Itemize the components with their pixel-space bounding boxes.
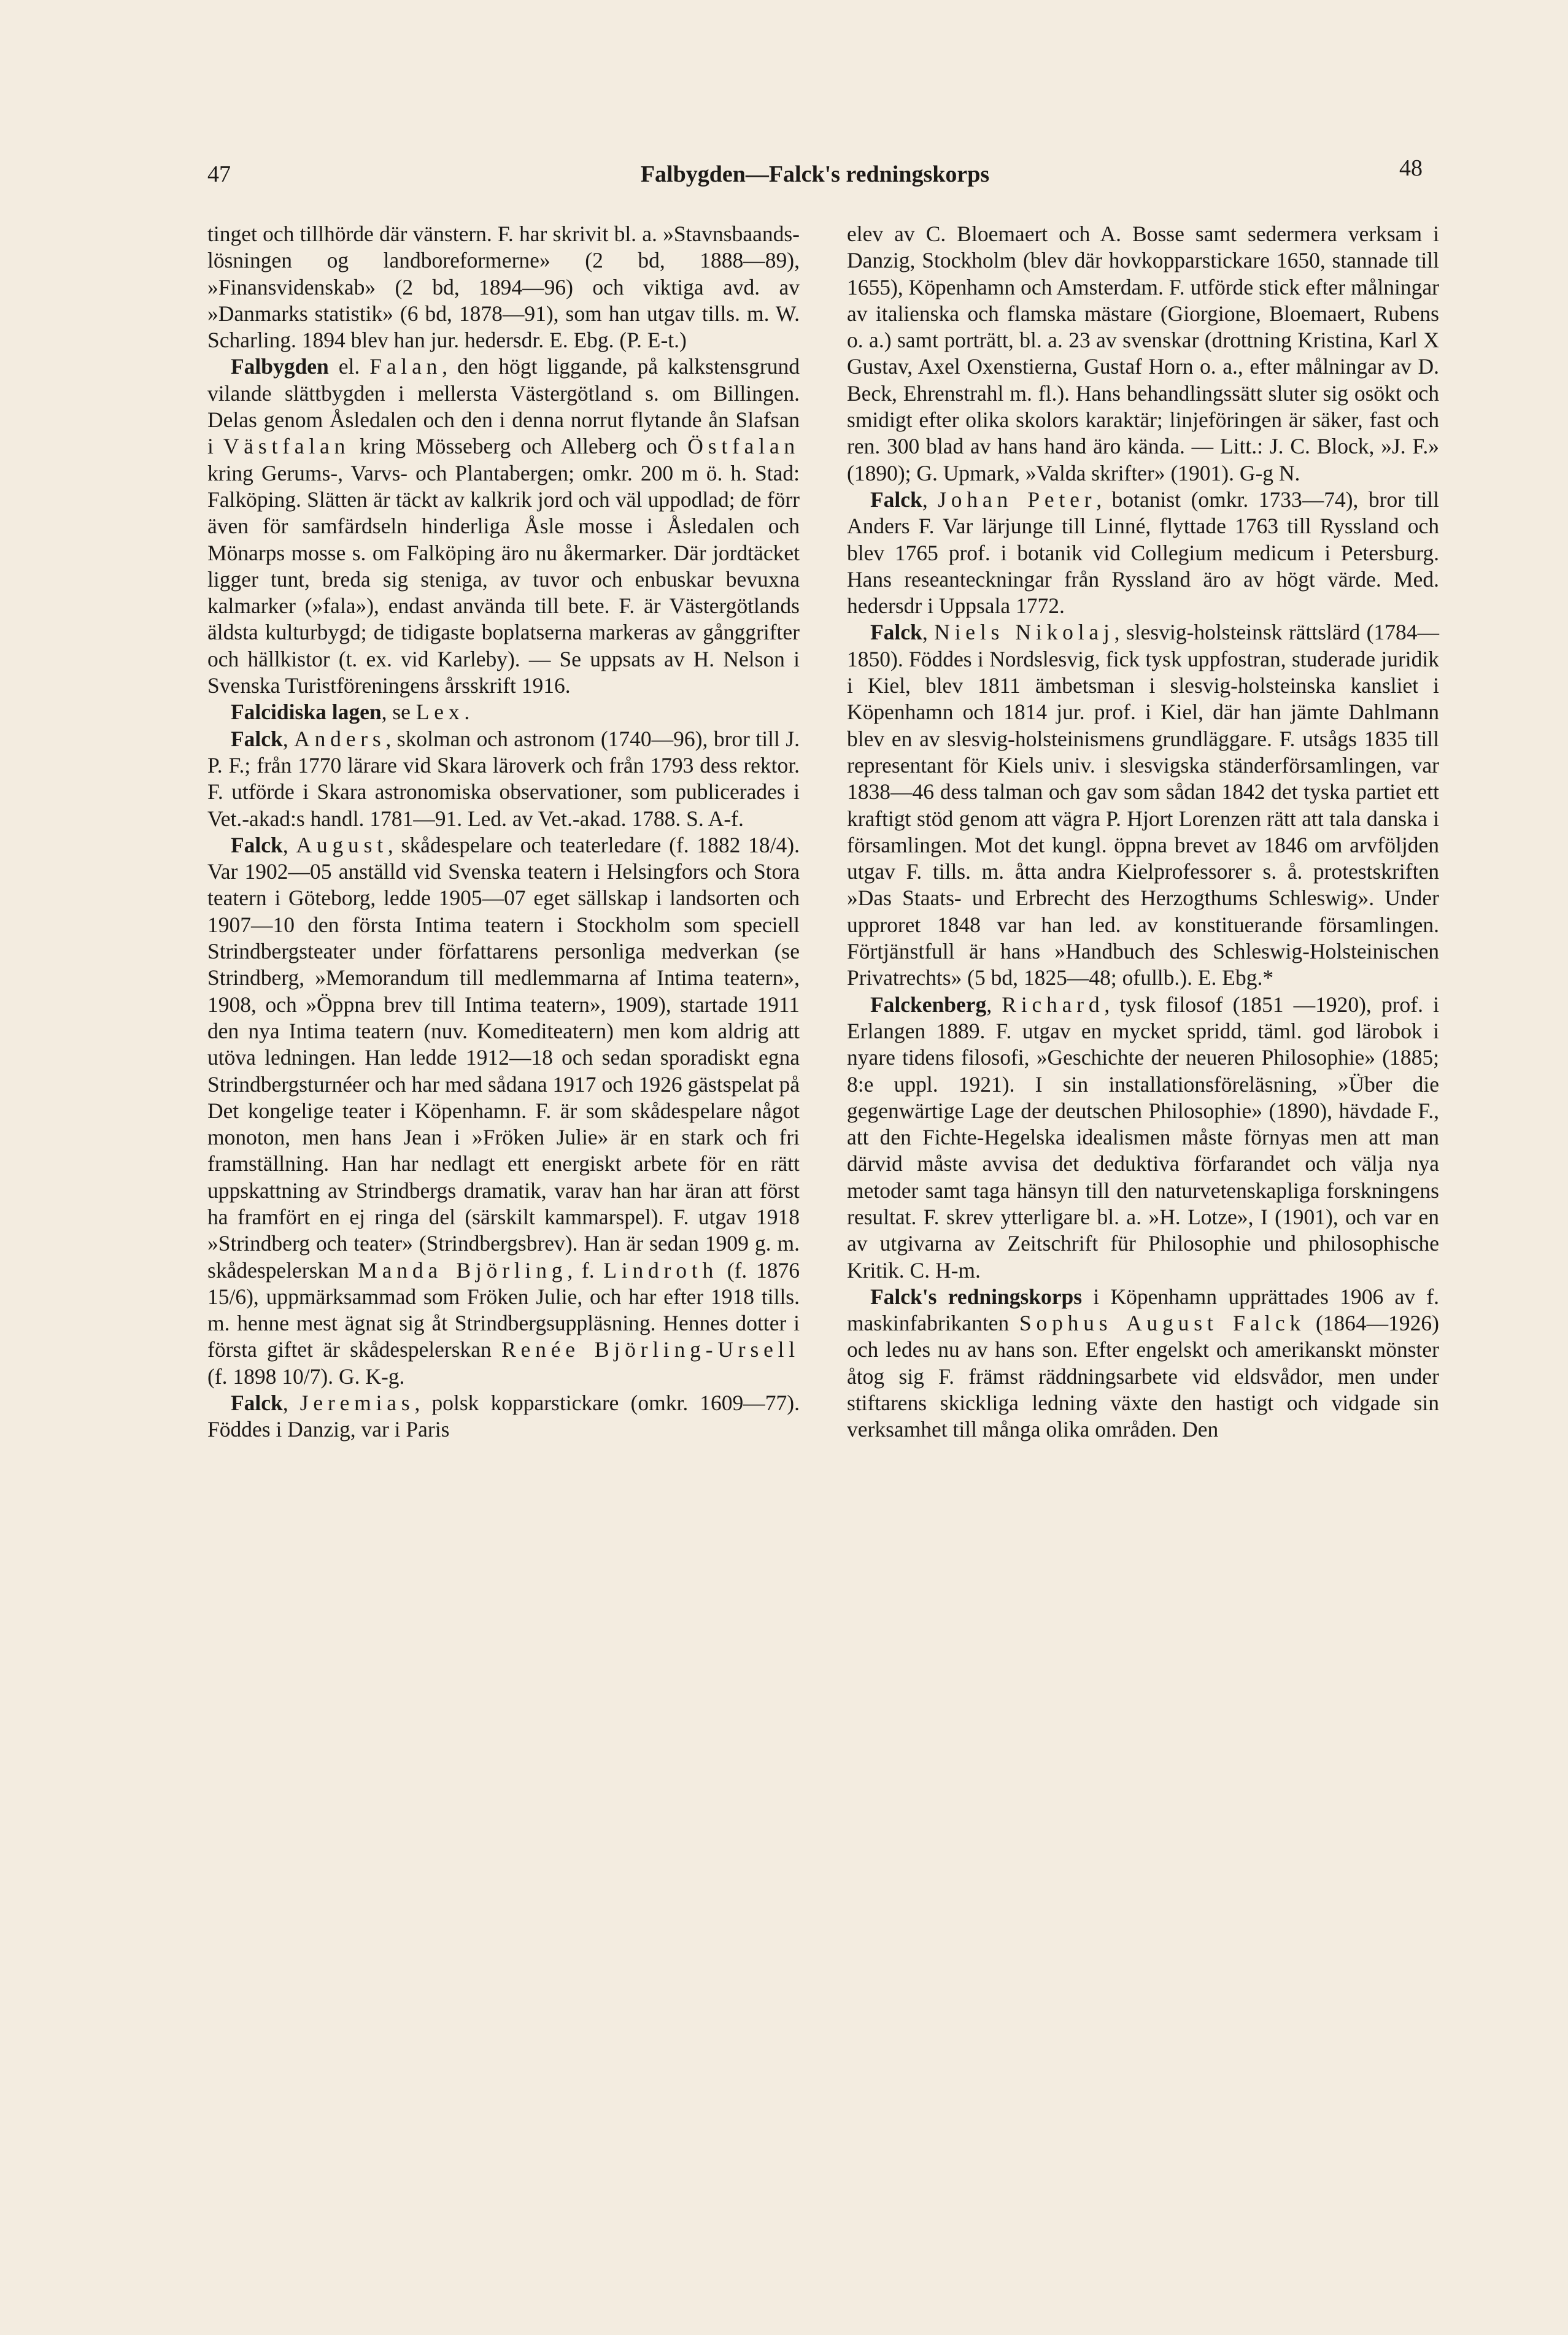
spaced-name: August	[296, 832, 388, 857]
entry-falckenberg-richard	[847, 992, 1439, 1284]
left-column	[207, 221, 800, 1443]
entry-falck-august	[207, 832, 800, 1390]
entry-falck-anders	[207, 726, 800, 832]
cross-reference: Lex	[415, 700, 465, 725]
headword: Falck	[231, 1391, 283, 1416]
spaced-name: Jeremias	[299, 1391, 415, 1416]
entry-text: (f. 1898 10/7). G. K-g.	[207, 1364, 405, 1389]
entry-text: ,	[986, 992, 1002, 1017]
spaced-name: Johan Peter	[938, 487, 1097, 512]
entry-text: (f. 1876 15/6), uppmärksammad som Fröken Julie, och har efter 1918 tills. m. henne mest ägnat sig åt Strindbergsuppläsning. Hennes dotter i första giftet är skådespelerskan	[207, 1257, 800, 1362]
entry-falck-niels-nikolaj	[847, 619, 1439, 991]
headword: Falck's redningskorps	[870, 1284, 1083, 1309]
running-title: Falbygden—Falck's redningskorps	[640, 161, 990, 187]
spaced-name: Renée Björling-Ursell	[501, 1337, 800, 1362]
headword: Falbygden	[231, 354, 329, 379]
entry-text: ,	[922, 487, 938, 512]
page-header	[207, 155, 1423, 198]
entry-text: , polsk kopparstickare (omkr. 1609—77). Föddes i Danzig, var i Paris	[207, 1391, 800, 1442]
entry-text: , skådespelare och teaterledare (f. 1882 18/4). Var 1902—05 anställd vid Svenska teatern i Helsingfors och Stora teatern i Göteborg, ledde 1905—07 eget sällskap i landsorten och 1907—10 den första Intima teatern i Stockholm som speciell Strindbergsteater under författarens personliga medverkan (se Strindberg, »Memorandum till medlemmarna af Intima teatern», 1908, och »Öppna brev till Intima teatern», 1909), startade 1911 den nya Intima teatern (nuv. Komediteatern) men kom aldrig att utöva ledningen. Han ledde 1912—18 och sedan sporadiskt egna Strindbergsturnéer och har med sådana 1917 och 1926 gästspelat på Det kongelige teater i Köpenhamn. F. är som skådespelare något monoton, men hans Jean i »Fröken Julie» är en stark och fri framställning. Han har nedlagt ett energiskt arbete för en rätt uppskattning av Strindbergs dramatik, varav han har äran att först ha framfört en ej ringa del (särskilt kammarspel). F. utgav 1918 »Strindberg och teater» (Strindbergsbrev). Han är sedan 1909 g. m. skådespelerskan	[207, 832, 800, 1283]
entry-text: kring Gerums-, Varvs- och Plantabergen; omkr. 200 m ö. h. Stad: Falköping. Slätten är täckt av kalkrik jord och väl uppodlad; de förr även för samfärdseln hinderliga Åsle mosse i Åsledalen och Mönarps mosse s. om Falköping äro nu åkermarker. Där jordtäcket ligger tunt, breda sig steniga, av tuvor och enbuskar bevuxna kalmarker (»fala»), endast använda till bete. F. är Västergötlands äldsta kulturbygd; de tidigaste boplatserna markeras av gånggrifter och hällkistor (t. ex. vid Karleby). — Se uppsats av H. Nelson i Svenska Turistföreningens årsskrift 1916.	[207, 460, 800, 698]
headword: Falck	[870, 487, 922, 512]
entry-falck-johan-peter	[847, 487, 1439, 619]
spaced-name: Niels Nikolaj	[934, 620, 1114, 645]
entry-text: ,	[282, 726, 295, 751]
spaced-name: Sophus August Falck	[1019, 1311, 1306, 1336]
entry-falbygden	[207, 353, 800, 699]
entry-text: el.	[328, 354, 370, 379]
headword: Falck	[231, 832, 283, 857]
spaced-term: Östfalan	[687, 434, 800, 459]
entry-text: , tysk filosof (1851 —1920), prof. i Erlangen 1889. F. utgav en mycket spridd, täml. god lärobok i nyare tidens filosofi, »Geschichte der neueren Philosophie» (1885; 8:e uppl. 1921). I sin installationsföreläsning, »Über die gegenwärtige Lage der deutschen Philosophie» (1890), hävdade F., att den Fichte-Hegelska idealismen måste förnyas men att man därvid måste avvisa det deduktiva förfarandet och välja nya metoder samt taga hänsyn till den naturvetenskapliga forskningens resultat. F. skrev ytterligare bl. a. »H. Lotze», I (1901), och var en av utgivarna av Zeitschrift für Philosophie und philosophische Kritik. C. H-m.	[847, 992, 1440, 1283]
page-number-right: 48	[1399, 155, 1423, 181]
spaced-name: Manda Björling	[358, 1257, 568, 1283]
spaced-term: Västfalan	[223, 434, 350, 459]
spaced-name: Richard	[1002, 992, 1105, 1017]
entry-text: (1864—1926) och ledes nu av hans son. Efter engelskt och amerikanskt mönster åtog sig F. främst räddningsarbete vid eldsvådor, men under stiftarens skickliga ledning växte den hastigt och vidgade sin verksamhet till många olika områden. Den	[847, 1311, 1439, 1442]
entry-text: , den högt liggande, på kalkstensgrund vilande slättbygden i mellersta Västergötland s. om Billingen. Delas genom Åsledalen och den i denna norrut flytande ån Slafsan i	[207, 354, 800, 459]
page-number-left: 47	[207, 161, 231, 187]
entry-falck-jeremias	[207, 1390, 800, 1443]
entry-text: , f.	[567, 1257, 604, 1283]
entry-text: , botanist (omkr. 1733—74), bror till Anders F. Var lärjunge till Linné, flyttade 1763 till Ryssland och blev 1765 prof. i botanik vid Collegium medicum i Petersburg. Hans reseanteckningar från Ryssland äro av högt värde. Med. hedersdr i Uppsala 1772.	[847, 487, 1439, 619]
entry-text: ,	[922, 620, 935, 645]
headword: Falckenberg	[870, 992, 987, 1017]
entry-text: ,	[282, 1391, 300, 1416]
entry-text: kring Mösseberg och Alleberg och	[350, 434, 688, 459]
entry-text: , skolman och astronom (1740—96), bror till J. P. F.; från 1770 lärare vid Skara läroverk och från 1793 dess rektor. F. utförde i Skara astronomiska observationer, som publicerades i Vet.-akad:s handl. 1781—91. Led. av Vet.-akad. 1788. S. A-f.	[207, 726, 800, 831]
spaced-term: Falan	[369, 354, 442, 379]
entry-text: .	[464, 700, 470, 725]
right-column	[847, 221, 1439, 1443]
entry-falck-jeremias-continued	[847, 221, 1439, 487]
entry-text: i Köpenhamn upprättades 1906 av f. maskinfabrikanten	[847, 1284, 1439, 1336]
entry-text: , se	[381, 700, 416, 725]
headword: Falcidiska lagen	[231, 700, 382, 725]
headword: Falck	[231, 726, 283, 751]
spaced-name: Anders	[294, 726, 386, 751]
entry-falcidiska-lagen	[207, 699, 800, 725]
entry-text: tinget och tillhörde där vänstern. F. har skrivit bl. a. »Stavnsbaands-lösningen og landboreformerne» (2 bd, 1888—89), »Finansvidenskab» (2 bd, 1894—96) och viktiga avd. av »Danmarks statistik» (6 bd, 1878—91), som han utgav tills. m. W. Scharling. 1894 blev han jur. hedersdr. E. Ebg. (P. E-t.)	[207, 222, 800, 353]
entry-falck-continued	[207, 221, 800, 353]
entry-falcks-redningskorps	[847, 1284, 1439, 1443]
entry-text: elev av C. Bloemaert och A. Bosse samt sedermera verksam i Danzig, Stockholm (blev där hovkopparstickare 1650, stannade till 1655), Köpenhamn och Amsterdam. F. utförde stick efter målningar av italienska och flamska mästare (Giorgione, Bloemaert, Rubens o. a.) samt porträtt, bl. a. 23 av svenskar (drottning Kristina, Karl X Gustav, Axel Oxenstierna, Gustaf Horn o. a., efter målningar av D. Beck, Ehrenstrahl m. fl.). Hans behandlingssätt sluter sig osökt och smidigt efter olika skolors karaktär; linjeföringen är säker, fast och ren. 300 blad av hans hand äro kända. — Litt.: J. C. Block, »J. F.» (1890); G. Upmark, »Valda skrifter» (1901). G-g N.	[847, 222, 1439, 485]
entry-text: , slesvig-holsteinsk rättslärd (1784—1850). Föddes i Nordslesvig, fick tysk uppfostran, studerade juridik i Kiel, blev 1811 ämbetsman i slesvig-holsteinska kansliet i Köpenhamn och 1814 jur. prof. i Kiel, där han jämte Dahlmann blev en av slesvig-holsteinismens grundläggare. F. utsågs 1835 till representant för Kiels univ. i slesvigska ständerförsamlingen, var 1838—46 dess talman och gav som sådan 1842 det tyska partiet ett kraftigt stöd genom att vägra P. Hjort Lorenzen rätt att tala danska i församlingen. Mot det kungl. öppna brevet av 1846 om arvföljden utgav F. tills. m. åtta andra Kielprofessorer s. å. protestskriften »Das Staats- und Erbrecht des Herzogthums Schleswig». Under upproret 1848 var han led. av konstituerande församlingen. Förtjänstfull är hans »Handbuch des Schleswig-Holsteinischen Privatrechts» (5 bd, 1825—48; ofullb.). E. Ebg.*	[847, 620, 1440, 990]
entry-text: ,	[282, 832, 296, 857]
headword: Falck	[870, 620, 922, 645]
spaced-name: Lindroth	[603, 1257, 719, 1283]
